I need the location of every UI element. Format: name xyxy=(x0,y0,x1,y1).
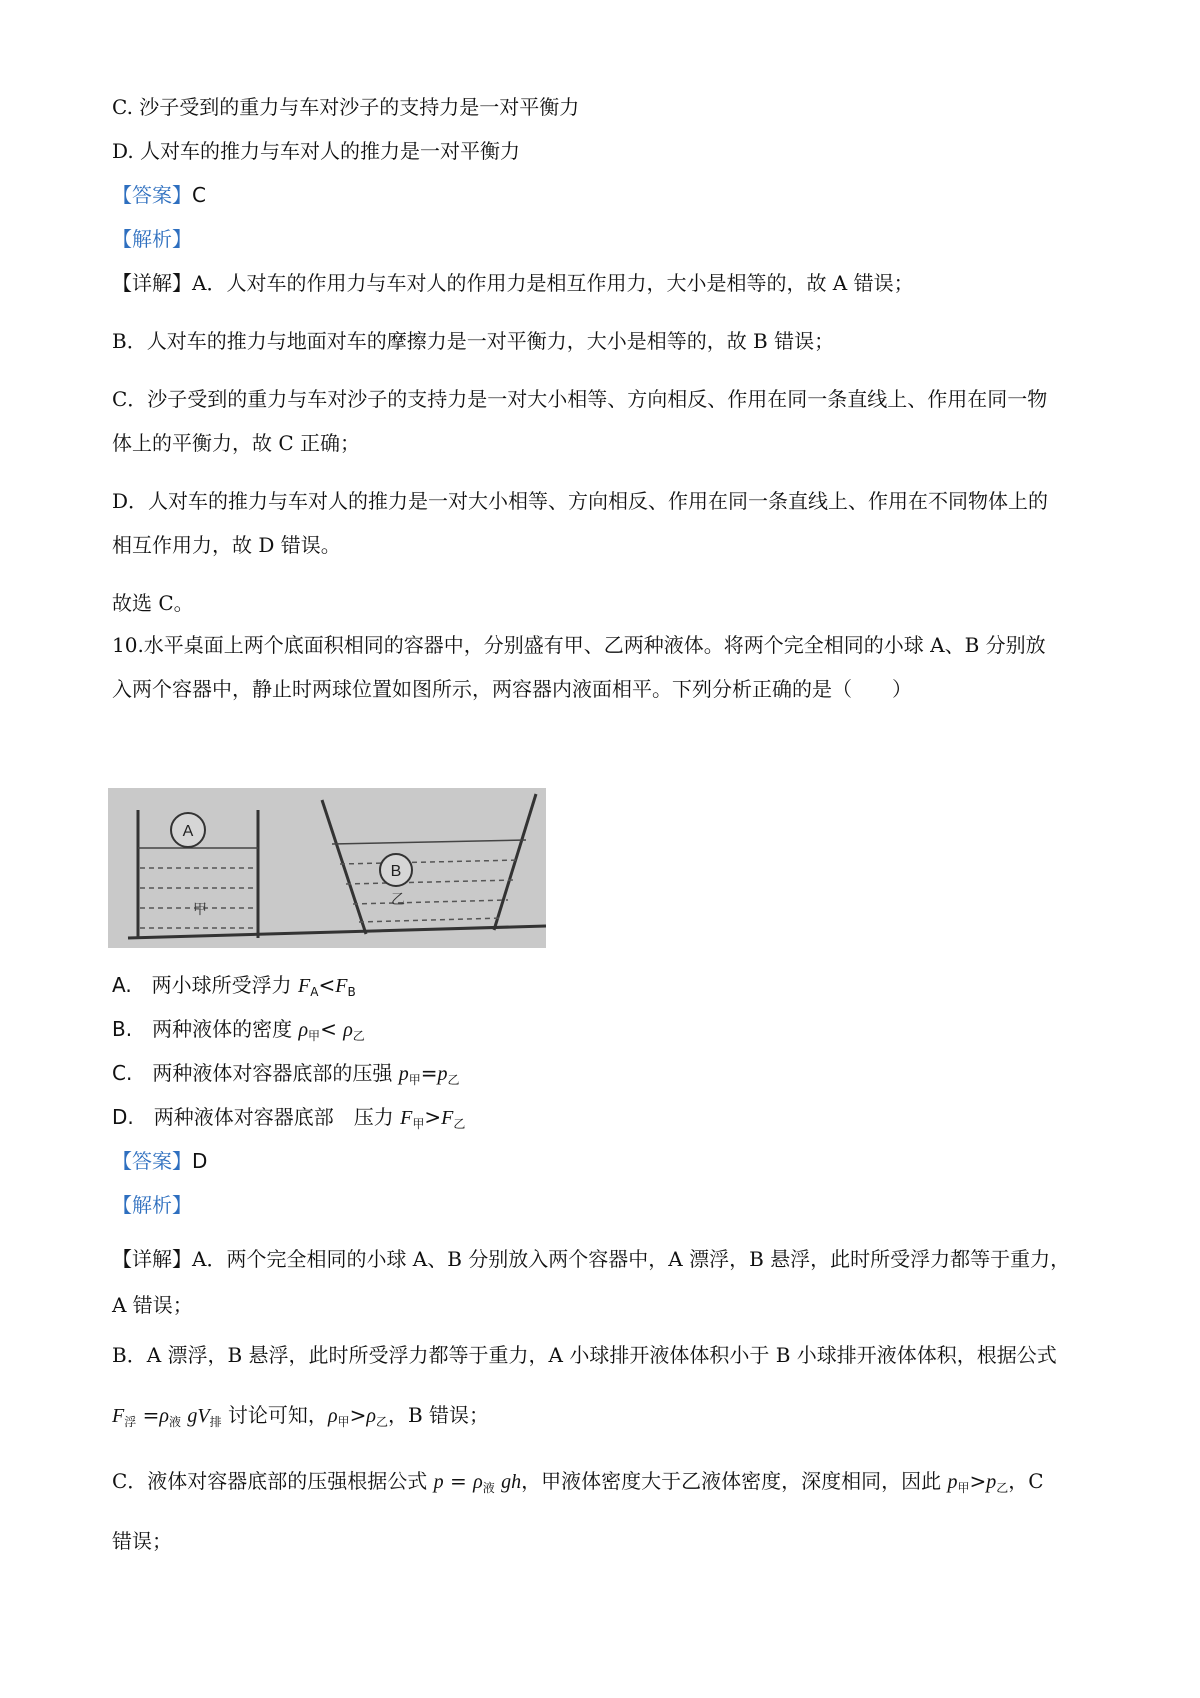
buoyancy-formula: $F_浮 =\rho_液$ $gV_排$ xyxy=(112,1403,222,1429)
answer-line-previous xyxy=(112,180,1102,210)
detail-b: B．人对车的推力与地面对车的摩擦力是一对平衡力，大小是相等的，故 B 错误； xyxy=(112,329,835,353)
detail-d-line2: 相互作用力，故 D 错误。 xyxy=(112,533,341,557)
containers-figure xyxy=(108,788,546,948)
answer-value: C xyxy=(192,183,206,207)
detail-d-line1: D．人对车的推力与车对人的推力是一对大小相等、方向相反、作用在同一条直线上、作用在不同物体上的 xyxy=(112,489,1049,513)
detail-c-line1: C．沙子受到的重力与车对沙子的支持力是一对大小相等、方向相反、作用在同一条直线上、作用在同一物 xyxy=(112,387,1048,411)
detail2-c-mid: ，甲液体密度大于乙液体密度，深度相同，因此 xyxy=(521,1469,948,1493)
detail2-b-end: ，B 错误； xyxy=(387,1403,490,1427)
option-b: B. 两种液体的密度 $\rho_甲< \rho_乙$ xyxy=(112,1017,365,1043)
choose-line: 故选 C。 xyxy=(112,591,194,615)
option-b-text: B. 两种液体的密度 xyxy=(112,1017,299,1041)
detail2-c-start: C．液体对容器底部的压强根据公式 xyxy=(112,1469,434,1493)
detail2-c-end: ，C xyxy=(1008,1469,1044,1493)
detail2-c-line2: 错误； xyxy=(112,1529,172,1553)
ball-b-label: B xyxy=(390,863,402,880)
liquid-a-label: 甲 xyxy=(193,902,207,918)
ball-a-label: A xyxy=(182,823,194,840)
option-d-text: D. 两种液体对容器底部 压力 xyxy=(112,1105,401,1129)
answer-tag: 【答案】 xyxy=(112,183,192,207)
option-c-previous: C. 沙子受到的重力与车对沙子的支持力是一对平衡力 xyxy=(112,95,580,119)
pressure-compare: $p_甲>p_乙$ xyxy=(947,1469,1009,1495)
option-a-text: A. 两小球所受浮力 xyxy=(112,973,299,997)
answer-tag-2: 【答案】 xyxy=(112,1149,192,1173)
detail-c-line2: 体上的平衡力，故 C 正确； xyxy=(112,431,361,455)
density-compare: $\rho_甲>\rho_乙$ xyxy=(327,1403,388,1429)
analysis-tag: 【解析】 xyxy=(112,227,192,251)
option-c-text: C. 两种液体对容器底部的压强 xyxy=(112,1061,399,1085)
detail2-a-line1: 【详解】A．两个完全相同的小球 A、B 分别放入两个容器中，A 漂浮，B 悬浮，此时所受浮力都等于重力， xyxy=(112,1247,1071,1271)
answer-line xyxy=(112,1146,1102,1176)
option-a: A. 两小球所受浮力 $F_A<F_B$ xyxy=(112,973,356,999)
detail2-b-mid: 讨论可知， xyxy=(221,1403,328,1427)
answer-value-2: D xyxy=(192,1149,208,1173)
detail-a: 【详解】A．人对车的作用力与车对人的作用力是相互作用力，大小是相等的，故 A 错误； xyxy=(112,271,914,295)
liquid-b-label: 乙 xyxy=(391,892,405,908)
analysis-tag-2: 【解析】 xyxy=(112,1193,192,1217)
detail2-b-line2 xyxy=(112,1400,1102,1437)
detail2-b-line1: B．A 漂浮，B 悬浮，此时所受浮力都等于重力，A 小球排开液体体积小于 B 小球排开液体体积，根据公式 xyxy=(112,1343,1057,1367)
option-c: C. 两种液体对容器底部的压强 $p_甲=p_乙$ xyxy=(112,1061,460,1087)
option-d-previous: D. 人对车的推力与车对人的推力是一对平衡力 xyxy=(112,139,521,163)
question-10-line1: 10.水平桌面上两个底面积相同的容器中，分别盛有甲、乙两种液体。将两个完全相同的小球 A、B 分别放 xyxy=(112,633,1046,657)
option-d: D. 两种液体对容器底部 压力 $F_甲>F_乙$ xyxy=(112,1105,466,1131)
question-10-line2: 入两个容器中，静止时两球位置如图所示，两容器内液面相平。下列分析正确的是（ ） xyxy=(112,677,912,701)
detail2-c-line1 xyxy=(112,1466,1102,1503)
pressure-formula: $p = \rho_液$ gh xyxy=(433,1469,522,1495)
detail2-a-line2: A 错误； xyxy=(112,1293,193,1317)
